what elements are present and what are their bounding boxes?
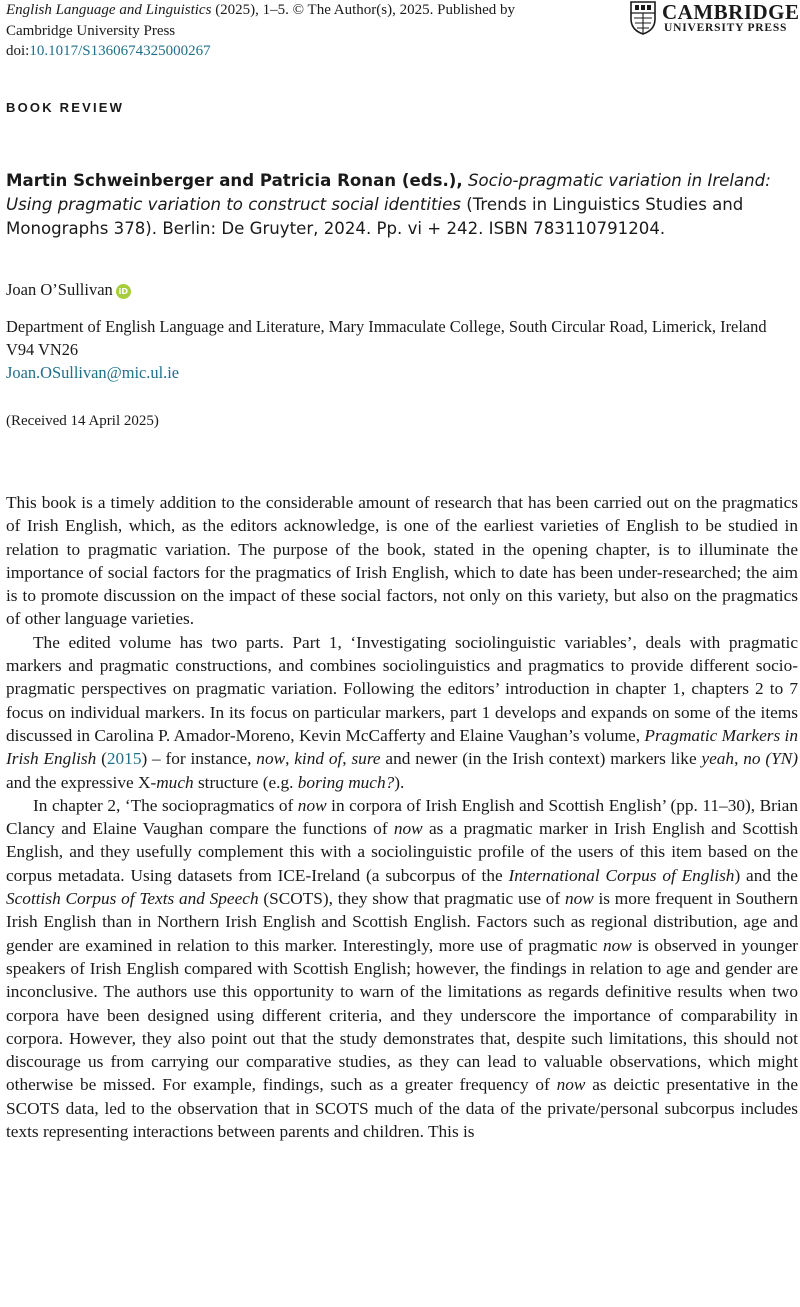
journal-info	[6, 0, 606, 62]
logo-sub: UNIVERSITY PRESS	[664, 22, 788, 34]
italic-run: Pragmatic Markers in Irish English	[6, 725, 798, 769]
text-run: as deictic presentative in the SCOTS data, led to the observation that in SCOTS much of the data of the private/personal subcorpus includes texts representing interactions between parents and children. This is	[6, 1075, 798, 1142]
logo-name: CAMBRIDGE	[662, 0, 800, 24]
text-run: structure (e.g.	[193, 772, 298, 792]
italic-run: International Corpus of English	[508, 865, 735, 885]
section-label: BOOK REVIEW	[6, 100, 125, 115]
affiliation: Department of English Language and Literature, Mary Immaculate College, South Circular Road, Limerick, Ireland V94 VN26	[6, 317, 767, 359]
text-run: and newer (in the Irish context) markers like	[380, 749, 702, 769]
text-run: in corpora of Irish English and Scottish English’ (pp. 11–30), Brian Clancy and Elaine Vaughan compare the functions of	[6, 795, 798, 839]
italic-run: sure	[351, 749, 381, 769]
text-run: The edited volume has two parts. Part 1, ‘Investigating sociolinguistic variables’, deals with pragmatic markers and pragmatic constructions, and combines sociolinguistics and pragmatics to provide different socio-pragmatic perspectives on pragmatic variation. Following the editors’ introduction in chapter 1, chapters 2 to 7 focus on individual markers. In its focus on particular markers, part 1 develops and expands on some of the items discussed in Carolina P. Amador-Moreno, Kevin McCafferty and Elaine Vaughan’s volume,	[6, 632, 798, 745]
text-run: ,	[342, 749, 352, 769]
italic-run: no (YN)	[743, 749, 798, 769]
text-run: as a pragmatic marker in Irish English and Scottish English, and they usefully complement this with a sociolinguistic profile of the users of this item based on the corpus metadata. Using datasets from ICE-Ireland (a subcorpus of the	[6, 819, 798, 885]
text-run: is observed in younger speakers of Irish English compared with Scottish English; however, the findings in relation to age and gender are inconclusive. The authors use this opportunity to warn of the limitations as regards definitive results when two corpora have been designed using different criteria, and they underscore the importance of comparability in corpora. However, they also point out that the study demonstrates that, despite such limitations, this should not discourage us from carrying our comparative studies, as they can lead to valuable observations, which might otherwise be missed. For example, findings, such as a greater frequency of	[6, 935, 798, 1095]
journal-title: English Language and Linguistics	[6, 2, 212, 18]
text-run: and the expressive X-	[6, 772, 157, 792]
text-run: ,	[285, 749, 295, 769]
email-link[interactable]: Joan.OSullivan@mic.ul.ie	[6, 363, 180, 382]
text-run: ).	[394, 772, 405, 792]
shield-icon	[630, 1, 656, 35]
article-page	[6, 0, 798, 1307]
doi-link[interactable]: 10.1017/S1360674325000267	[29, 43, 211, 59]
italic-run: now	[297, 795, 327, 815]
paragraph-3	[6, 794, 798, 1143]
paragraph-1: This book is a timely addition to the considerable amount of research that has been carried out on the pragmatics of Irish English, which, as the editors acknowledge, is one of the earliest varieties of English to be studied in relation to pragmatic variation. The purpose of the book, stated in the opening chapter, is to illuminate the importance of social factors for the pragmatics of Irish English, which to date has been under-researched; the aim is to promote discussion on the impact of these social factors, not only on this variety, but also on the pragmatics of other language varieties.	[6, 493, 798, 629]
italic-run: much	[156, 772, 194, 792]
text-run: (SCOTS), they show that pragmatic use of	[258, 889, 565, 909]
italic-run: now	[256, 749, 286, 769]
affiliation-block	[6, 315, 796, 384]
doi-prefix: doi:	[6, 43, 30, 59]
book-title: Socio-pragmatic variation in Ireland: Using pragmatic variation to construct social identities	[6, 171, 771, 214]
journal-citation: (2025), 1–5. © The Author(s), 2025. Published by	[211, 2, 516, 18]
masthead	[6, 0, 800, 70]
orcid-icon[interactable]: iD	[116, 284, 131, 299]
italic-run: boring much?	[297, 772, 395, 792]
review-body	[6, 491, 798, 1143]
text-run: ) – for instance,	[141, 749, 257, 769]
reviewer-name-line	[6, 279, 131, 301]
cambridge-logo[interactable]	[630, 0, 800, 41]
italic-run: now	[556, 1075, 586, 1095]
reviewer-name: Joan O’Sullivan	[6, 280, 113, 299]
text-run: In chapter 2, ‘The sociopragmatics of	[33, 795, 298, 815]
italic-run: now	[393, 819, 423, 839]
received-date: (Received 14 April 2025)	[6, 413, 159, 429]
book-citation	[6, 169, 796, 241]
reference-link[interactable]: 2015	[106, 749, 142, 769]
text-run: (	[96, 749, 107, 769]
italic-run: yeah	[701, 749, 735, 769]
italic-run: Scottish Corpus of Texts and Speech	[6, 889, 259, 909]
text-run: ) and the	[734, 865, 798, 885]
publisher: Cambridge University Press	[6, 22, 176, 39]
text-run: is more frequent in Southern Irish English than in Northern Irish English and Scottish English. Factors such as regional distribution, age and gender are examined in relation to this marker. Interestingly, more use of pragmatic	[6, 889, 798, 955]
text-run: ,	[734, 749, 744, 769]
paragraph-2	[6, 631, 798, 794]
italic-run: now	[602, 935, 632, 955]
book-details: (Trends in Linguistics Studies and Monographs 378). Berlin: De Gruyter, 2024. Pp. vi + 242. ISBN 783110791204.	[6, 195, 744, 238]
italic-run: now	[564, 889, 594, 909]
book-editors: Martin Schweinberger and Patricia Ronan (eds.),	[6, 171, 463, 190]
italic-run: kind of	[294, 749, 343, 769]
